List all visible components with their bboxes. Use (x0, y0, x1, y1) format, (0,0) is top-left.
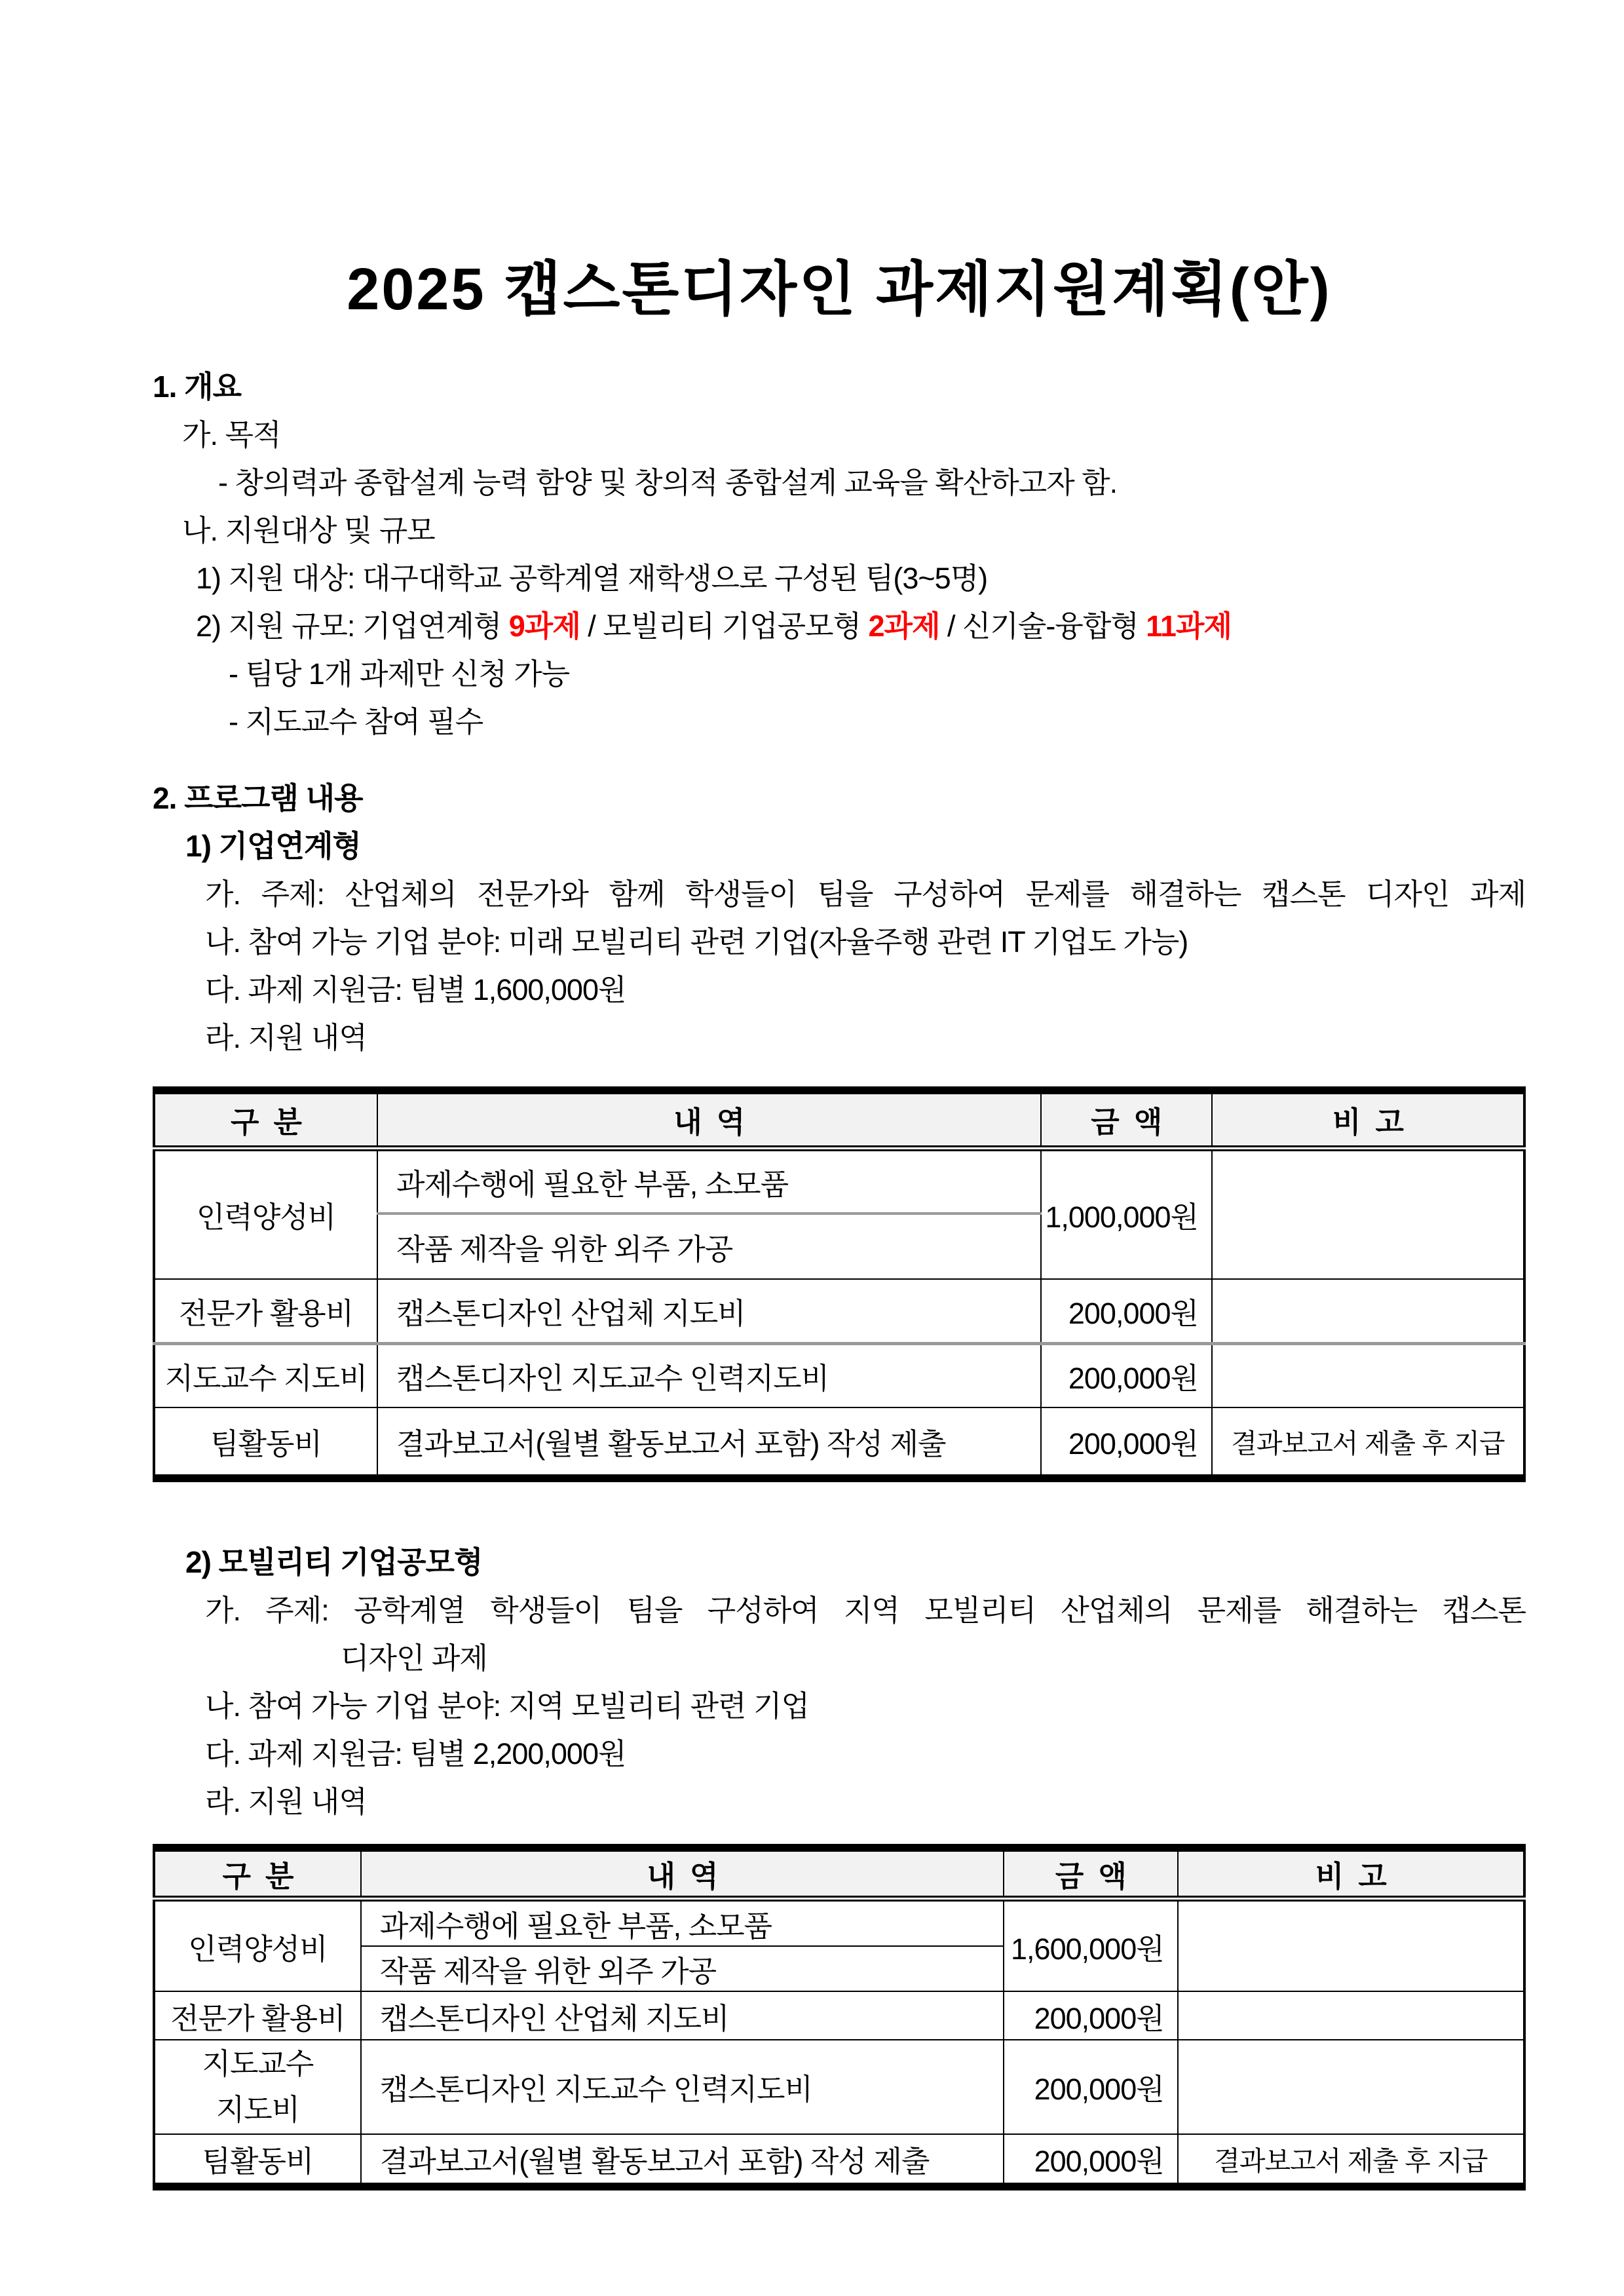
cell-detail: 캡스톤디자인 산업체 지도비 (361, 1991, 1004, 2040)
program1-fund: 다. 과제 지원금: 팀별 1,600,000원 (205, 973, 626, 1006)
table-row (154, 1279, 1524, 1343)
program2-fund: 다. 과제 지원금: 팀별 2,200,000원 (205, 1737, 626, 1770)
table-row (154, 2134, 1524, 2187)
table-row (154, 1148, 1524, 1214)
cell-category: 지도교수 지도비 (154, 2040, 361, 2134)
target-label: 나. 지원대상 및 규모 (182, 514, 435, 547)
col-header-detail: 내 역 (361, 1848, 1004, 1899)
cell-detail: 캡스톤디자인 지도교수 인력지도비 (377, 1343, 1041, 1407)
cell-amount: 200,000원 (1041, 1343, 1213, 1407)
section1-heading: 1. 개요 (153, 370, 242, 404)
program1-topic: 가. 주제: 산업체의 전문가와 함께 학생들이 팀을 구성하여 문제를 해결하는 캡스톤 디자인 과제 (205, 877, 1526, 911)
cell-detail: 과제수행에 필요한 부품, 소모품 (377, 1148, 1041, 1214)
cell-note: 결과보고서 제출 후 지급 (1178, 2134, 1524, 2187)
cell-detail: 결과보고서(월별 활동보고서 포함) 작성 제출 (361, 2134, 1004, 2187)
cell-category: 인력양성비 (154, 1899, 361, 1992)
col-header-amount: 금 액 (1004, 1848, 1178, 1899)
support-table-1-wrap (153, 1086, 1526, 1482)
section-overview (153, 363, 1526, 746)
col-header-amount: 금 액 (1041, 1090, 1213, 1148)
cell-amount: 200,000원 (1004, 1991, 1178, 2040)
program1-field: 나. 참여 가능 기업 분야: 미래 모빌리티 관련 기업(자율주행 관련 IT 기업도 가능) (205, 925, 1188, 959)
cell-detail: 결과보고서(월별 활동보고서 포함) 작성 제출 (377, 1407, 1041, 1478)
support-table-1 (153, 1086, 1526, 1482)
cell-note (1212, 1343, 1524, 1407)
cell-amount: 200,000원 (1004, 2040, 1178, 2134)
cell-detail: 과제수행에 필요한 부품, 소모품 (361, 1899, 1004, 1947)
cell-note (1178, 1899, 1524, 1992)
cell-category: 팀활동비 (154, 2134, 361, 2187)
cell-note (1178, 1991, 1524, 2040)
program2-field: 나. 참여 가능 기업 분야: 지역 모빌리티 관련 기업 (205, 1689, 809, 1723)
table-row (154, 1899, 1524, 1947)
cell-category: 전문가 활용비 (154, 1279, 377, 1343)
table-row (154, 1407, 1524, 1478)
col-header-category: 구 분 (154, 1090, 377, 1148)
cell-note (1178, 2040, 1524, 2134)
col-header-category: 구 분 (154, 1848, 361, 1899)
cell-detail: 작품 제작을 위한 외주 가공 (377, 1214, 1041, 1279)
cell-detail: 캡스톤디자인 지도교수 인력지도비 (361, 2040, 1004, 2134)
section2-heading: 2. 프로그램 내용 (153, 781, 363, 815)
program1-heading: 1) 기업연계형 (185, 829, 361, 863)
target-item: 1) 지원 대상: 대구대학교 공학계열 재학생으로 구성된 팀(3~5명) (196, 562, 988, 595)
table-row (154, 1991, 1524, 2040)
scale-item (153, 602, 1526, 650)
program2-topic-line2: 디자인 과제 (341, 1641, 487, 1675)
cell-amount: 200,000원 (1004, 2134, 1178, 2187)
section-program (153, 775, 1526, 2191)
program2-detail-label: 라. 지원 내역 (205, 1785, 367, 1818)
table-row (154, 1343, 1524, 1407)
program2-heading: 2) 모빌리티 기업공모형 (185, 1545, 483, 1579)
purpose-detail: - 창의력과 종합설계 능력 함양 및 창의적 종합설계 교육을 확산하고자 함. (218, 466, 1118, 499)
cell-note (1212, 1279, 1524, 1343)
scale-count-3: 11과제 (1146, 609, 1232, 643)
program2-topic-line1: 가. 주제: 공학계열 학생들이 팀을 구성하여 지역 모빌리티 산업체의 문제를 해결하는 캡스톤 (205, 1594, 1526, 1627)
scale-note-1: - 팀당 1개 과제만 신청 가능 (229, 657, 570, 691)
col-header-note: 비 고 (1212, 1090, 1524, 1148)
cell-amount: 1,000,000원 (1041, 1148, 1213, 1279)
scale-count-2: 2과제 (868, 609, 940, 643)
cell-amount: 200,000원 (1041, 1279, 1213, 1343)
cell-category: 지도교수 지도비 (154, 1343, 377, 1407)
program2-block (153, 1539, 1526, 2191)
scale-note-2: - 지도교수 참여 필수 (229, 705, 483, 738)
col-header-note: 비 고 (1178, 1848, 1524, 1899)
cell-category: 팀활동비 (154, 1407, 377, 1478)
document-title: 2025 캡스톤디자인 과제지원계획(안) (347, 257, 1332, 322)
scale-sep-1: / 모빌리티 기업공모형 (580, 609, 869, 643)
cell-note (1212, 1148, 1524, 1279)
cell-amount: 200,000원 (1041, 1407, 1213, 1478)
cell-category: 전문가 활용비 (154, 1991, 361, 2040)
scale-prefix: 2) 지원 규모: 기업연계형 (196, 609, 509, 643)
program1-detail-label: 라. 지원 내역 (205, 1021, 367, 1054)
table-header-row (154, 1090, 1524, 1148)
cell-detail: 캡스톤디자인 산업체 지도비 (377, 1279, 1041, 1343)
support-table-2 (153, 1844, 1526, 2191)
cell-detail: 작품 제작을 위한 외주 가공 (361, 1946, 1004, 1991)
support-table-2-wrap (153, 1844, 1526, 2191)
cell-amount: 1,600,000원 (1004, 1899, 1178, 1992)
scale-count-1: 9과제 (508, 609, 580, 643)
cell-category: 인력양성비 (154, 1148, 377, 1279)
table-header-row (154, 1848, 1524, 1899)
scale-sep-2: / 신기술-융합형 (939, 609, 1146, 643)
table-row (154, 2040, 1524, 2134)
col-header-detail: 내 역 (377, 1090, 1041, 1148)
purpose-label: 가. 목적 (182, 418, 281, 451)
cell-note: 결과보고서 제출 후 지급 (1212, 1407, 1524, 1478)
